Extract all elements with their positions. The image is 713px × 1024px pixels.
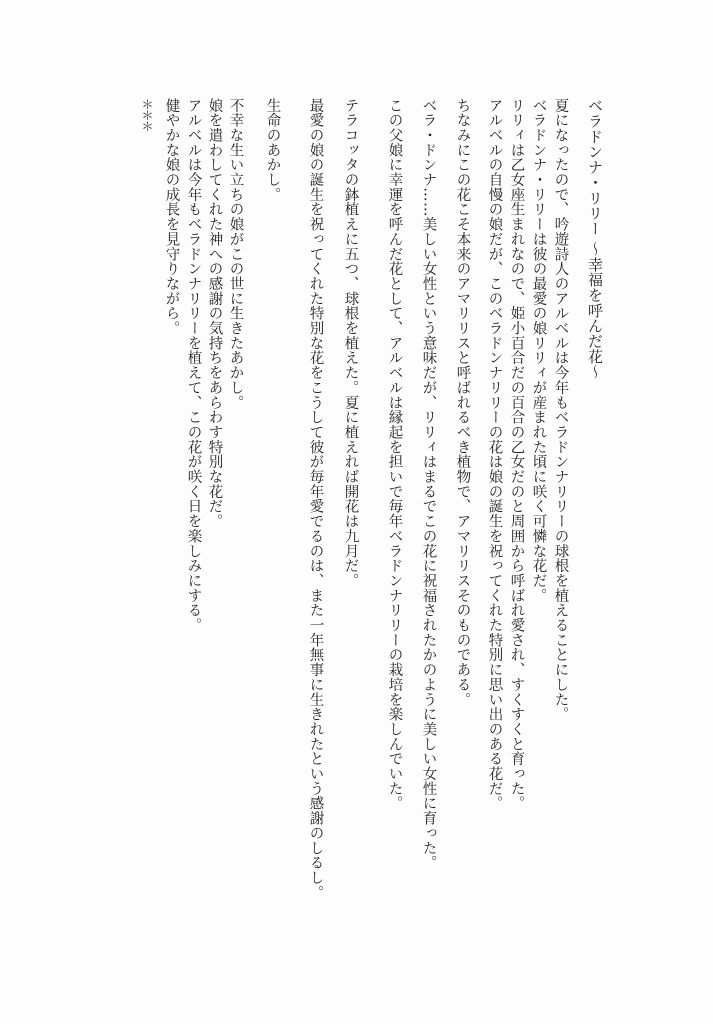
text-line: 最愛の娘の誕生を祝ってくれた特別な花をこうして彼が毎年愛でるのは、また一年無事に生きれたという感謝のしるし。 (307, 98, 324, 900)
text-line: 娘を遣わしてくれた神への感謝の気持ちをあらわす特別な花だ。 (206, 98, 223, 529)
text-line: 不幸な生い立ちの娘がこの世に生きたあかし。 (227, 98, 244, 410)
text-line: アルベルは今年もベラドンナリリーを植えて、この花が咲く日を楽しみにする。 (185, 98, 202, 633)
text-line: 夏になったので、吟遊詩人のアルベルは今年もベラドンナリリーの球根を植えることにした。 (552, 98, 569, 722)
text-line: ベラ・ドンナ……美しい女性という意味だが、リリィはまるでこの花に祝福されたかのように美しい女性に育った。 (420, 98, 437, 871)
text-line: ちなみにこの花こそ本来のアマリリスと呼ばれるべき植物で、アマリリスそのものである。 (454, 98, 471, 707)
end-mark: ＊＊＊ (140, 98, 154, 131)
text-line: 生命のあかし。 (264, 98, 281, 202)
text-line: この父娘に幸運を呼んだ花として、アルベルは縁起を担いで毎年ベラドンナリリーの栽培を楽しんでいた。 (386, 98, 403, 811)
text-line: ベラドンナ・リリーは彼の最愛の娘リリィが産まれた頃に咲く可憐な花だ。 (530, 98, 547, 603)
story-title: ベラドンナ・リリー 〜幸福を呼んだ花〜 (586, 98, 604, 380)
text-line: 健やかな娘の成長を見守りながら。 (163, 98, 180, 336)
text-line: テラコッタの鉢植えに五つ、球根を植えた。夏に植えれば開花は九月だ。 (342, 98, 359, 589)
text-line: リリィは乙女座生まれなので、姫小百合だの百合の乙女だのと周囲から呼ばれ愛され、すくすくと育った。 (508, 98, 525, 811)
text-line: アルベルの自慢の娘だが、このベラドンナリリーの花は娘の誕生を祝ってくれた特別に思い出のある花だ。 (486, 98, 503, 811)
